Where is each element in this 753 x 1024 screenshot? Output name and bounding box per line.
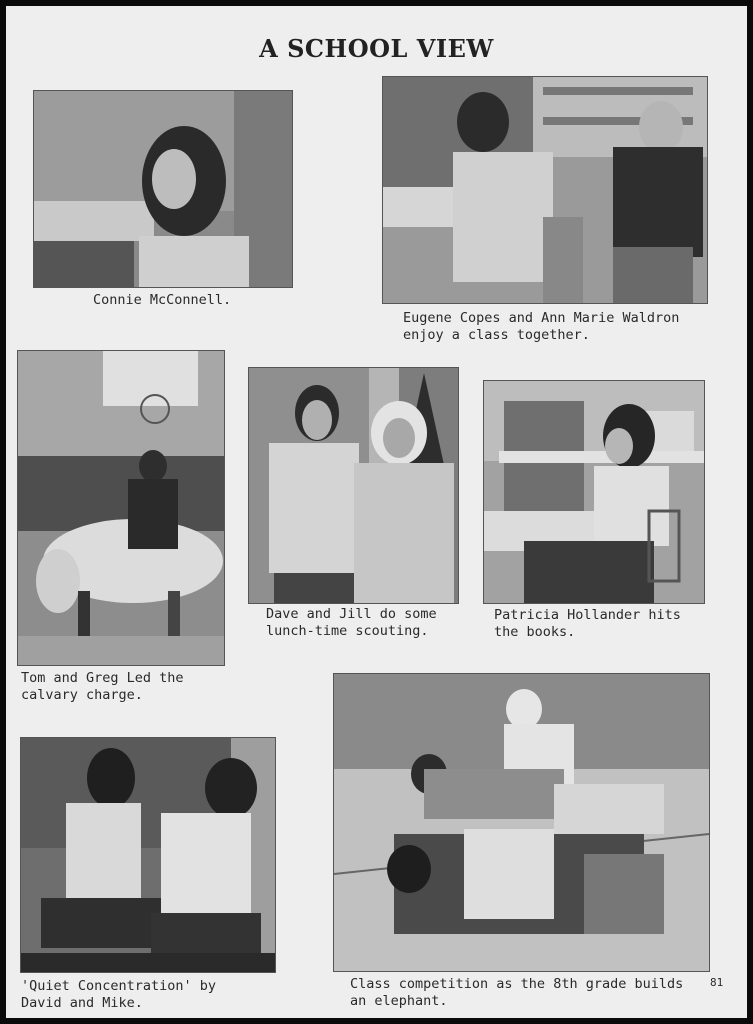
caption-tom-greg: Tom and Greg Led the calvary charge. — [21, 670, 184, 703]
photo-class-elephant — [333, 673, 710, 972]
caption-dave-jill: Dave and Jill do some lunch-time scouting. — [266, 606, 437, 639]
page-title: A SCHOOL VIEW — [259, 34, 494, 63]
caption-class-elephant: Class competition as the 8th grade builds an elephant. — [350, 976, 684, 1009]
photo-connie-mcconnell — [33, 90, 293, 288]
page-number: 81 — [710, 976, 724, 989]
yearbook-page — [6, 6, 747, 1018]
photo-dave-jill — [248, 367, 459, 604]
caption-quiet-concentration: 'Quiet Concentration' by David and Mike. — [21, 978, 217, 1011]
photo-eugene-ann-marie — [382, 76, 708, 304]
caption-eugene-ann-marie: Eugene Copes and Ann Marie Waldron enjoy a class together. — [403, 310, 680, 343]
photo-patricia-hollander — [483, 380, 705, 604]
photo-tom-greg — [17, 350, 225, 666]
photo-quiet-concentration — [20, 737, 276, 973]
caption-patricia-hollander: Patricia Hollander hits the books. — [494, 607, 681, 640]
caption-connie-mcconnell: Connie McConnell. — [93, 292, 232, 308]
